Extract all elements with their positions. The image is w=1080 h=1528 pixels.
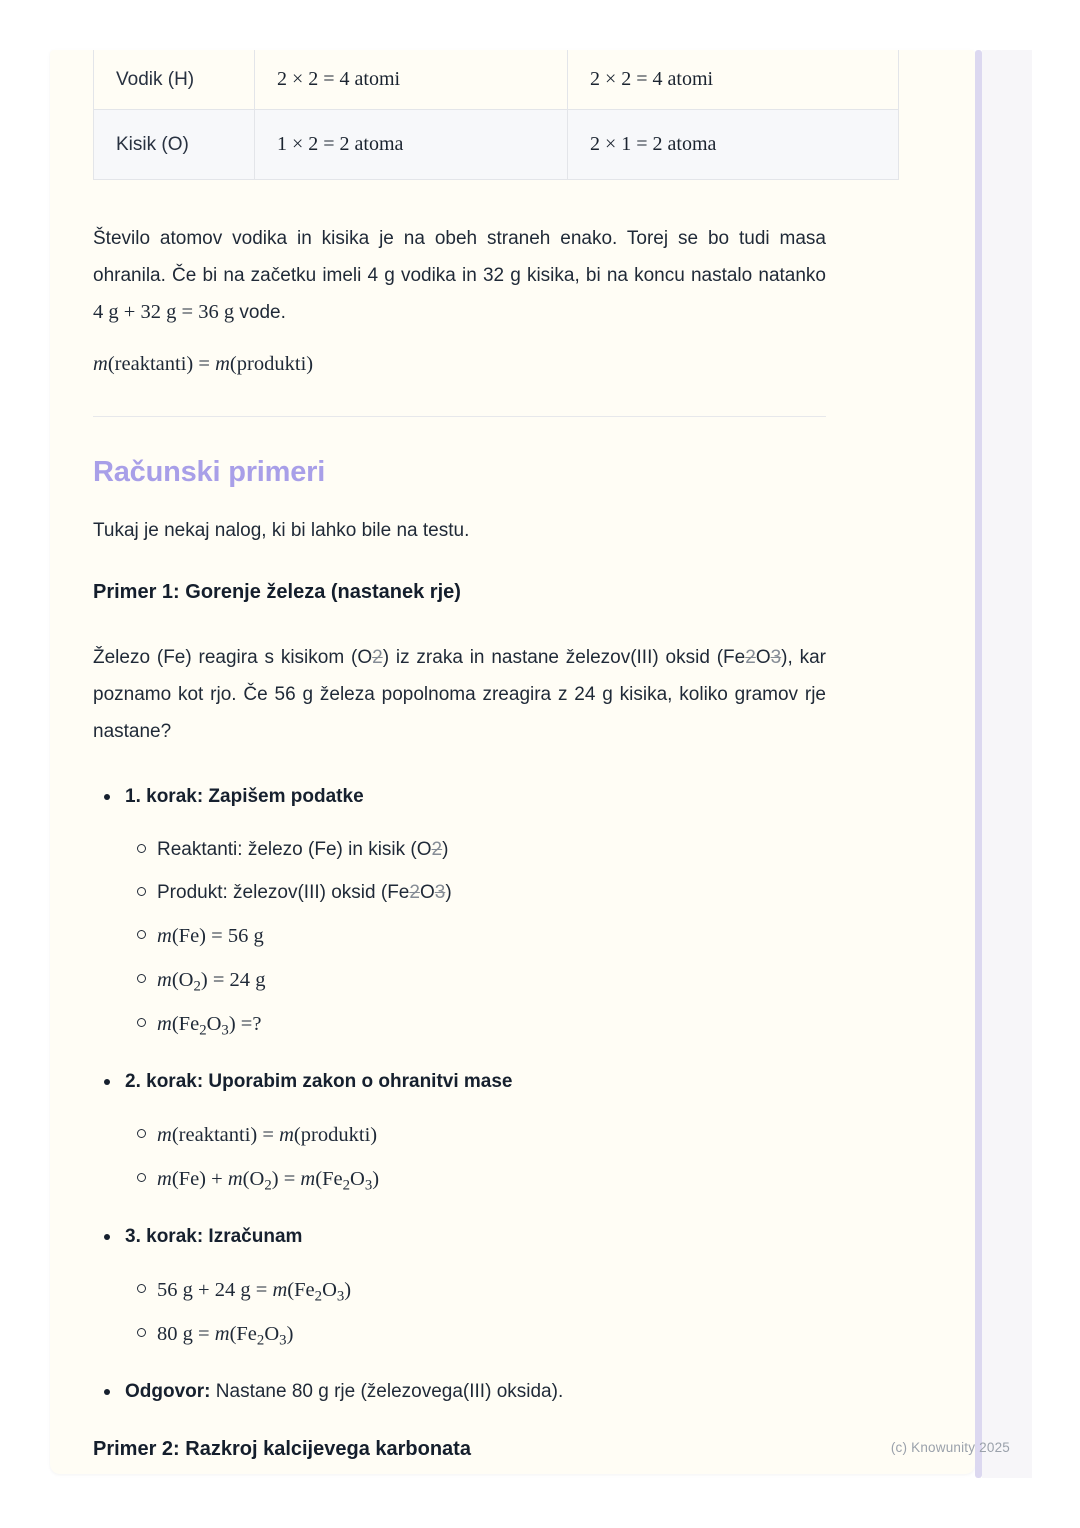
table-cell-element: Kisik (O) (94, 110, 255, 180)
copyright-notice: (c) Knowunity 2025 (890, 1440, 1010, 1455)
atom-count-table (93, 50, 899, 180)
substep-item: $m(O_2) = 24$ g (125, 969, 826, 992)
answer-item: Odgovor: Nastane 80 g rje (železovega(III) oksida). (93, 1381, 826, 1403)
example2-title: Primer 2: Razkroj kalcijevega karbonata (93, 1438, 471, 1460)
section-heading: Računski primeri (93, 456, 326, 488)
step-title: 1. korak: Zapišem podatke (125, 786, 364, 807)
table-cell-right-side: 2 × 1 = 2 atoma (568, 110, 899, 180)
step-title: 2. korak: Uporabim zakon o ohranitvi mase (125, 1071, 513, 1092)
intro-paragraph: Število atomov vodika in kisika je na obeh straneh enako. Torej se bo tudi masa ohranila. Če bi na začetku imeli 4 g vodika in 32 g kisika, bi na koncu nastalo natanko 4 g + 32 g = 36 g vode. (93, 228, 826, 323)
substep-item: Reaktanti: železo (Fe) in kisik (O2) (125, 839, 826, 861)
scrollbar-thumb[interactable] (975, 50, 982, 1478)
mass-equation: m(reaktanti) = m(produkti) (93, 353, 314, 375)
step-title: 3. korak: Izračunam (125, 1226, 303, 1247)
document-page (50, 50, 975, 1474)
step-substeps (125, 1279, 826, 1349)
example1-problem: Železo (Fe) reagira s kisikom (O2) iz zraka in nastane železov(III) oksid (Fe2O3), kar poznamo kot rjo. Če 56 g železa popolnoma zreagira z 24 g kisika, koliko gramov rje nastane? (93, 647, 827, 742)
section-lead: Tukaj je nekaj nalog, ki bi lahko bile na testu. (93, 520, 470, 541)
table-cell-element: Vodik (H) (94, 50, 255, 110)
substep-item: m(Fe) = 56 g (125, 925, 826, 948)
document-content (50, 50, 975, 1462)
table-cell-left-side: 2 × 2 = 4 atomi (255, 50, 568, 110)
step-item (93, 1226, 826, 1349)
table-cell-left-side: 1 × 2 = 2 atoma (255, 110, 568, 180)
table-cell-right-side: 2 × 2 = 4 atomi (568, 50, 899, 110)
substep-item: 56 g + 24 $g = m(Fe_2O_3)$ (125, 1279, 826, 1302)
section-divider (93, 416, 826, 417)
table-row (94, 110, 899, 180)
example1-title: Primer 1: Gorenje železa (nastanek rje) (93, 581, 461, 603)
table-row (94, 50, 899, 110)
substep-item: $m(Fe) + m(O_2) = m(Fe_2O_3)$ (125, 1168, 826, 1191)
step-substeps (125, 839, 826, 1039)
step-item (93, 786, 826, 1039)
substep-item: 80 $g = m(Fe_2O_3)$ (125, 1323, 826, 1346)
substep-item: $m(Fe_2O_3)$ =? (125, 1013, 826, 1036)
step-item (93, 1071, 826, 1194)
step-substeps (125, 1124, 826, 1194)
substep-item: m(reaktanti) = m(produkti) (125, 1124, 826, 1147)
substep-item: Produkt: železov(III) oksid (Fe2O3) (125, 882, 826, 904)
solution-steps-list (93, 786, 826, 1403)
side-panel (982, 50, 1032, 1478)
